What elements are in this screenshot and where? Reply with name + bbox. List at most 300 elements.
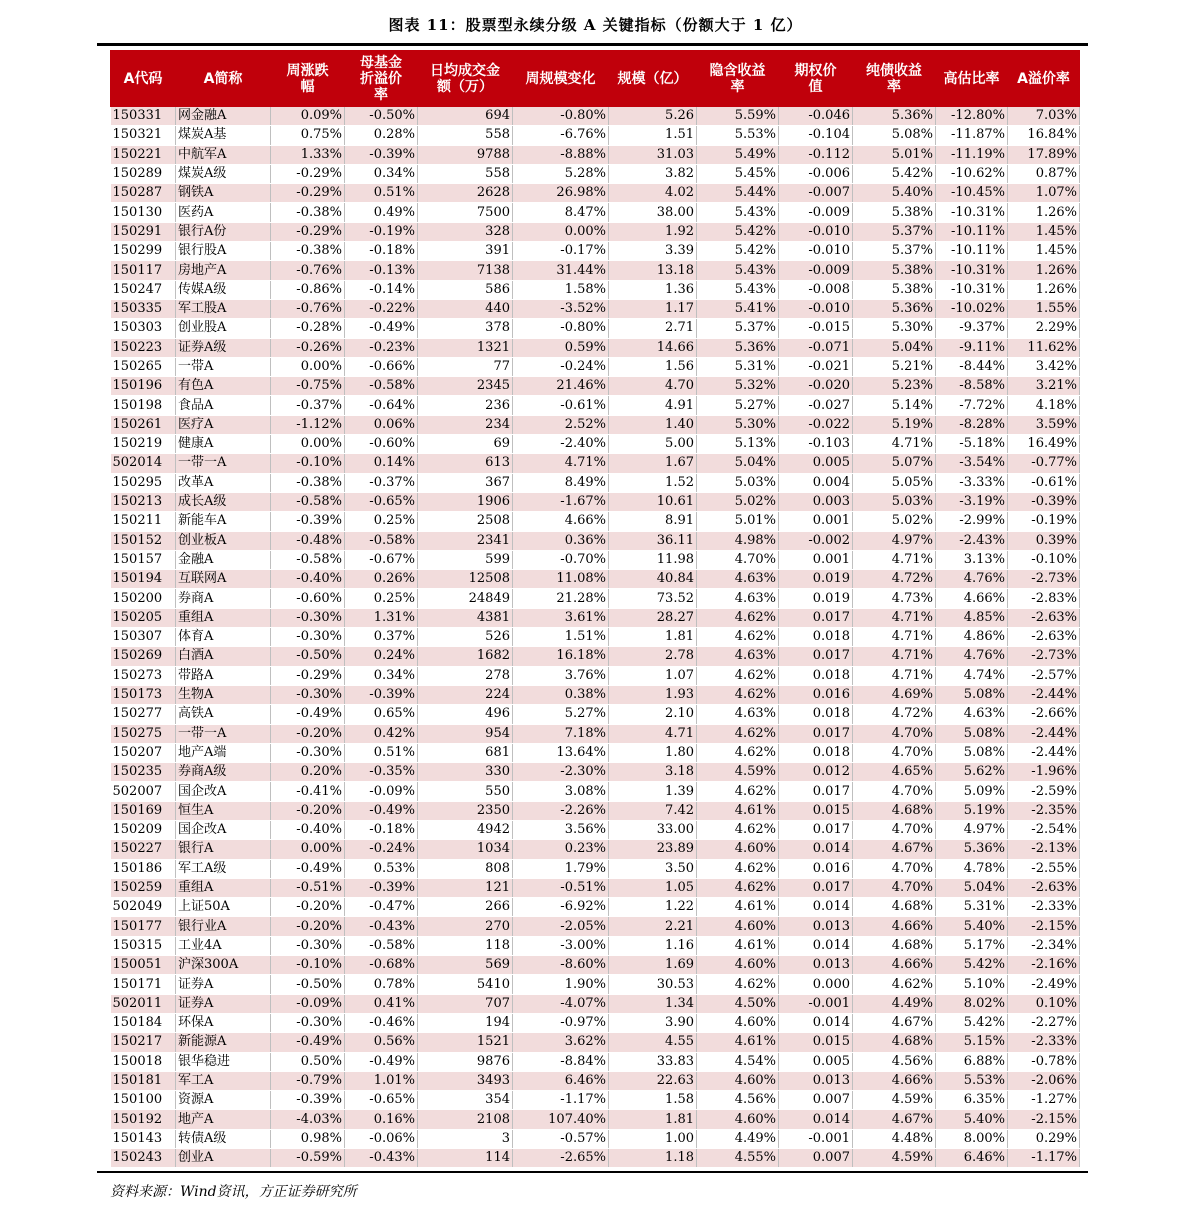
table-cell: 1.34 bbox=[609, 994, 697, 1013]
table-row bbox=[111, 878, 1080, 897]
table-cell: 煤炭A基 bbox=[176, 126, 271, 145]
table-cell: 沪深300A bbox=[176, 956, 271, 975]
table-row bbox=[111, 222, 1080, 241]
table-cell: 5.42% bbox=[853, 164, 936, 183]
table-cell: 1.16 bbox=[609, 936, 697, 955]
table-cell: 1.92 bbox=[609, 222, 697, 241]
table-cell: 5.36% bbox=[697, 338, 779, 357]
table-cell: -4.03% bbox=[271, 1110, 345, 1129]
table-cell: 医疗A bbox=[176, 415, 271, 434]
table-cell: 4381 bbox=[418, 608, 513, 627]
table-cell: 150321 bbox=[111, 126, 176, 145]
table-cell: 4.70% bbox=[853, 878, 936, 897]
table-cell: 4.66% bbox=[853, 1071, 936, 1090]
table-cell: -0.49% bbox=[345, 1052, 418, 1071]
table-cell: 高铁A bbox=[176, 705, 271, 724]
table-cell: -0.67% bbox=[345, 550, 418, 569]
table-cell: 11.08% bbox=[513, 570, 609, 589]
table-cell: 1.00 bbox=[609, 1129, 697, 1148]
table-cell: 391 bbox=[418, 242, 513, 261]
table-cell: 创业股A bbox=[176, 319, 271, 338]
table-cell: -2.27% bbox=[1008, 1013, 1080, 1032]
table-cell: -10.31% bbox=[936, 261, 1008, 280]
table-cell: 21.28% bbox=[513, 589, 609, 608]
table-cell: 150235 bbox=[111, 763, 176, 782]
table-cell: -0.29% bbox=[271, 666, 345, 685]
table-cell: -12.80% bbox=[936, 107, 1008, 126]
table-cell: 5.04% bbox=[936, 878, 1008, 897]
table-cell: 150100 bbox=[111, 1091, 176, 1110]
table-cell: -6.92% bbox=[513, 898, 609, 917]
table-cell: -0.071 bbox=[779, 338, 853, 357]
table-cell: 0.51% bbox=[345, 743, 418, 762]
table-cell: -10.31% bbox=[936, 203, 1008, 222]
table-cell: 5.08% bbox=[936, 724, 1008, 743]
table-cell: 586 bbox=[418, 280, 513, 299]
column-header: 母基金 折溢价 率 bbox=[345, 51, 418, 107]
table-cell: -2.34% bbox=[1008, 936, 1080, 955]
table-cell: -0.17% bbox=[513, 242, 609, 261]
table-cell: 0.59% bbox=[513, 338, 609, 357]
table-cell: 0.98% bbox=[271, 1129, 345, 1148]
table-cell: 4.86% bbox=[936, 628, 1008, 647]
table-cell: 0.65% bbox=[345, 705, 418, 724]
table-row bbox=[111, 763, 1080, 782]
table-cell: 12508 bbox=[418, 570, 513, 589]
table-cell: 3.90 bbox=[609, 1013, 697, 1032]
table-cell: 4.62% bbox=[697, 859, 779, 878]
table-cell: 150186 bbox=[111, 859, 176, 878]
table-cell: 2.78 bbox=[609, 647, 697, 666]
table-cell: -10.11% bbox=[936, 242, 1008, 261]
table-cell: 4.60% bbox=[697, 1110, 779, 1129]
table-cell: 0.00% bbox=[271, 840, 345, 859]
table-cell: 0.005 bbox=[779, 1052, 853, 1071]
table-cell: 4.97% bbox=[936, 820, 1008, 839]
table-cell: 224 bbox=[418, 685, 513, 704]
table-row bbox=[111, 126, 1080, 145]
table-cell: 7138 bbox=[418, 261, 513, 280]
table-cell: -0.30% bbox=[271, 685, 345, 704]
table-cell: 食品A bbox=[176, 396, 271, 415]
table-container bbox=[110, 50, 1075, 1168]
table-cell: 150217 bbox=[111, 1033, 176, 1052]
table-cell: 0.013 bbox=[779, 1071, 853, 1090]
table-cell: 4.59% bbox=[697, 763, 779, 782]
table-cell: 健康A bbox=[176, 435, 271, 454]
table-cell: 4.62% bbox=[697, 608, 779, 627]
table-cell: 150331 bbox=[111, 107, 176, 126]
table-cell: 16.49% bbox=[1008, 435, 1080, 454]
table-cell: 上证50A bbox=[176, 898, 271, 917]
table-cell: 5.43% bbox=[697, 203, 779, 222]
table-cell: 36.11 bbox=[609, 531, 697, 550]
table-cell: 5.03% bbox=[853, 492, 936, 511]
table-cell: 4.55 bbox=[609, 1033, 697, 1052]
table-cell: 150223 bbox=[111, 338, 176, 357]
table-cell: 270 bbox=[418, 917, 513, 936]
table-row bbox=[111, 1071, 1080, 1090]
table-cell: 创业A bbox=[176, 1149, 271, 1168]
table-cell: 0.019 bbox=[779, 570, 853, 589]
table-cell: 1.40 bbox=[609, 415, 697, 434]
table-cell: 4.62% bbox=[697, 878, 779, 897]
table-cell: 5.15% bbox=[936, 1033, 1008, 1052]
table-cell: 0.78% bbox=[345, 975, 418, 994]
table-cell: 4.76% bbox=[936, 647, 1008, 666]
table-cell: 0.36% bbox=[513, 531, 609, 550]
table-cell: 4.18% bbox=[1008, 396, 1080, 415]
table-cell: -0.51% bbox=[513, 878, 609, 897]
table-cell: 16.84% bbox=[1008, 126, 1080, 145]
table-cell: -2.44% bbox=[1008, 724, 1080, 743]
table-cell: 1321 bbox=[418, 338, 513, 357]
table-cell: -2.63% bbox=[1008, 878, 1080, 897]
table-cell: 0.001 bbox=[779, 512, 853, 531]
table-cell: 266 bbox=[418, 898, 513, 917]
table-row bbox=[111, 936, 1080, 955]
table-cell: 558 bbox=[418, 164, 513, 183]
table-cell: -0.48% bbox=[271, 531, 345, 550]
table-cell: 4.54% bbox=[697, 1052, 779, 1071]
table-cell: 工业4A bbox=[176, 936, 271, 955]
table-cell: 改革A bbox=[176, 473, 271, 492]
table-cell: 1.26% bbox=[1008, 280, 1080, 299]
table-cell: 3.18 bbox=[609, 763, 697, 782]
table-cell: 502007 bbox=[111, 782, 176, 801]
table-cell: 0.39% bbox=[1008, 531, 1080, 550]
table-row bbox=[111, 743, 1080, 762]
table-cell: 4.71 bbox=[609, 724, 697, 743]
table-row bbox=[111, 589, 1080, 608]
table-cell: 0.16% bbox=[345, 1110, 418, 1129]
table-cell: 150205 bbox=[111, 608, 176, 627]
table-cell: 4.63% bbox=[697, 705, 779, 724]
table-cell: 0.014 bbox=[779, 898, 853, 917]
table-cell: 军工A bbox=[176, 1071, 271, 1090]
table-cell: 150181 bbox=[111, 1071, 176, 1090]
table-cell: -0.28% bbox=[271, 319, 345, 338]
table-cell: 4.62% bbox=[697, 820, 779, 839]
table-cell: 4.02 bbox=[609, 184, 697, 203]
table-cell: -10.45% bbox=[936, 184, 1008, 203]
table-cell: 4.61% bbox=[697, 1033, 779, 1052]
table-cell: 4.69% bbox=[853, 685, 936, 704]
table-cell: 2.10 bbox=[609, 705, 697, 724]
table-cell: -0.60% bbox=[271, 589, 345, 608]
table-row bbox=[111, 319, 1080, 338]
table-cell: 121 bbox=[418, 878, 513, 897]
table-cell: 1.81 bbox=[609, 1110, 697, 1129]
table-cell: 证券A bbox=[176, 994, 271, 1013]
table-cell: 4.76% bbox=[936, 570, 1008, 589]
table-cell: 0.38% bbox=[513, 685, 609, 704]
table-cell: 150291 bbox=[111, 222, 176, 241]
table-row bbox=[111, 994, 1080, 1013]
table-cell: 30.53 bbox=[609, 975, 697, 994]
table-row bbox=[111, 512, 1080, 531]
table-cell: 0.00% bbox=[513, 222, 609, 241]
table-cell: 1.33% bbox=[271, 145, 345, 164]
table-cell: 118 bbox=[418, 936, 513, 955]
table-cell: -0.112 bbox=[779, 145, 853, 164]
table-row bbox=[111, 685, 1080, 704]
table-cell: -0.30% bbox=[271, 1013, 345, 1032]
table-cell: -0.39% bbox=[345, 145, 418, 164]
table-cell: -0.14% bbox=[345, 280, 418, 299]
table-cell: 22.63 bbox=[609, 1071, 697, 1090]
table-cell: -0.86% bbox=[271, 280, 345, 299]
table-cell: 转债A级 bbox=[176, 1129, 271, 1148]
table-cell: 4.70% bbox=[853, 782, 936, 801]
table-cell: 5.40% bbox=[853, 184, 936, 203]
table-cell: 150171 bbox=[111, 975, 176, 994]
table-cell: 6.88% bbox=[936, 1052, 1008, 1071]
table-cell: -0.40% bbox=[271, 570, 345, 589]
table-cell: 0.34% bbox=[345, 666, 418, 685]
table-cell: -0.60% bbox=[345, 435, 418, 454]
table-cell: 4.62% bbox=[697, 724, 779, 743]
table-cell: -2.30% bbox=[513, 763, 609, 782]
table-cell: -0.13% bbox=[345, 261, 418, 280]
table-cell: 4.49% bbox=[853, 994, 936, 1013]
table-cell: -0.65% bbox=[345, 492, 418, 511]
table-cell: -2.65% bbox=[513, 1149, 609, 1168]
table-cell: 150051 bbox=[111, 956, 176, 975]
table-row bbox=[111, 859, 1080, 878]
table-cell: 354 bbox=[418, 1091, 513, 1110]
table-cell: 150173 bbox=[111, 685, 176, 704]
table-row bbox=[111, 1013, 1080, 1032]
table-cell: -0.10% bbox=[271, 956, 345, 975]
table-cell: 4.60% bbox=[697, 956, 779, 975]
table-cell: 0.29% bbox=[1008, 1129, 1080, 1148]
table-cell: 3.62% bbox=[513, 1033, 609, 1052]
table-cell: 150130 bbox=[111, 203, 176, 222]
table-cell: 4.74% bbox=[936, 666, 1008, 685]
table-cell: 73.52 bbox=[609, 589, 697, 608]
table-row bbox=[111, 782, 1080, 801]
table-cell: 13.64% bbox=[513, 743, 609, 762]
table-cell: 1.17 bbox=[609, 299, 697, 318]
table-cell: 煤炭A级 bbox=[176, 164, 271, 183]
table-cell: -0.20% bbox=[271, 724, 345, 743]
table-cell: -0.38% bbox=[271, 203, 345, 222]
table-cell: 证券A bbox=[176, 975, 271, 994]
table-cell: 4.71% bbox=[853, 628, 936, 647]
table-cell: 0.003 bbox=[779, 492, 853, 511]
table-cell: 24849 bbox=[418, 589, 513, 608]
table-row bbox=[111, 801, 1080, 820]
table-cell: 0.001 bbox=[779, 550, 853, 569]
table-cell: 1.56 bbox=[609, 357, 697, 376]
table-cell: 5.27% bbox=[513, 705, 609, 724]
table-cell: 150247 bbox=[111, 280, 176, 299]
table-cell: -0.76% bbox=[271, 261, 345, 280]
table-cell: 1.36 bbox=[609, 280, 697, 299]
table-cell: 3.13% bbox=[936, 550, 1008, 569]
table-cell: 8.02% bbox=[936, 994, 1008, 1013]
table-cell: 150221 bbox=[111, 145, 176, 164]
table-cell: 8.49% bbox=[513, 473, 609, 492]
table-cell: -0.50% bbox=[345, 107, 418, 126]
table-cell: 4.62% bbox=[697, 975, 779, 994]
table-cell: -0.19% bbox=[345, 222, 418, 241]
table-cell: 3.76% bbox=[513, 666, 609, 685]
table-cell: 150295 bbox=[111, 473, 176, 492]
table-cell: 150196 bbox=[111, 377, 176, 396]
table-cell: -2.66% bbox=[1008, 705, 1080, 724]
table-cell: 0.015 bbox=[779, 801, 853, 820]
table-cell: 中航军A bbox=[176, 145, 271, 164]
table-cell: 3 bbox=[418, 1129, 513, 1148]
table-cell: -0.39% bbox=[1008, 492, 1080, 511]
table-cell: 5.42% bbox=[936, 1013, 1008, 1032]
table-cell: -0.009 bbox=[779, 261, 853, 280]
table-cell: 4.62% bbox=[853, 975, 936, 994]
table-cell: -0.75% bbox=[271, 377, 345, 396]
table-cell: 1034 bbox=[418, 840, 513, 859]
table-cell: -0.23% bbox=[345, 338, 418, 357]
table-cell: 5.45% bbox=[697, 164, 779, 183]
table-cell: 3.42% bbox=[1008, 357, 1080, 376]
table-cell: 1.18 bbox=[609, 1149, 697, 1168]
table-cell: 1.45% bbox=[1008, 242, 1080, 261]
table-cell: 4.68% bbox=[853, 898, 936, 917]
table-cell: 5.01% bbox=[697, 512, 779, 531]
table-cell: -3.19% bbox=[936, 492, 1008, 511]
bottom-rule bbox=[97, 1171, 1088, 1173]
table-cell: 0.019 bbox=[779, 589, 853, 608]
table-cell: 环保A bbox=[176, 1013, 271, 1032]
table-cell: 4.60% bbox=[697, 917, 779, 936]
table-cell: 0.28% bbox=[345, 126, 418, 145]
table-cell: 33.00 bbox=[609, 820, 697, 839]
table-cell: 0.015 bbox=[779, 1033, 853, 1052]
table-cell: 5.43% bbox=[697, 261, 779, 280]
table-cell: 4.71% bbox=[853, 550, 936, 569]
table-cell: 150259 bbox=[111, 878, 176, 897]
table-row bbox=[111, 1052, 1080, 1071]
table-cell: 5.05% bbox=[853, 473, 936, 492]
table-cell: -8.58% bbox=[936, 377, 1008, 396]
table-cell: -0.66% bbox=[345, 357, 418, 376]
table-cell: 地产A端 bbox=[176, 743, 271, 762]
table-cell: -0.20% bbox=[271, 917, 345, 936]
table-cell: 8.47% bbox=[513, 203, 609, 222]
table-cell: -0.18% bbox=[345, 820, 418, 839]
table-cell: 7.42 bbox=[609, 801, 697, 820]
table-cell: 4.66% bbox=[936, 589, 1008, 608]
table-cell: 5.03% bbox=[697, 473, 779, 492]
table-cell: -0.40% bbox=[271, 820, 345, 839]
table-cell: 5.19% bbox=[853, 415, 936, 434]
table-cell: 5.36% bbox=[853, 107, 936, 126]
table-row bbox=[111, 396, 1080, 415]
table-cell: 4.78% bbox=[936, 859, 1008, 878]
table-cell: 10.61 bbox=[609, 492, 697, 511]
table-cell: 0.013 bbox=[779, 956, 853, 975]
table-cell: 150275 bbox=[111, 724, 176, 743]
table-cell: 4.70% bbox=[853, 724, 936, 743]
table-cell: -9.11% bbox=[936, 338, 1008, 357]
table-cell: 114 bbox=[418, 1149, 513, 1168]
table-cell: 107.40% bbox=[513, 1110, 609, 1129]
table-cell: -3.52% bbox=[513, 299, 609, 318]
table-cell: -0.010 bbox=[779, 299, 853, 318]
table-cell: -5.18% bbox=[936, 435, 1008, 454]
table-cell: 0.018 bbox=[779, 666, 853, 685]
table-row bbox=[111, 705, 1080, 724]
table-cell: -0.027 bbox=[779, 396, 853, 415]
table-cell: 5.08% bbox=[853, 126, 936, 145]
table-cell: -0.24% bbox=[513, 357, 609, 376]
table-row bbox=[111, 608, 1080, 627]
table-cell: 房地产A bbox=[176, 261, 271, 280]
table-cell: -1.17% bbox=[1008, 1149, 1080, 1168]
table-cell: -0.046 bbox=[779, 107, 853, 126]
table-cell: -10.62% bbox=[936, 164, 1008, 183]
table-cell: 21.46% bbox=[513, 377, 609, 396]
table-cell: 8.00% bbox=[936, 1129, 1008, 1148]
table-cell: 502049 bbox=[111, 898, 176, 917]
table-cell: 5.02% bbox=[697, 492, 779, 511]
table-cell: 资源A bbox=[176, 1091, 271, 1110]
table-cell: -0.68% bbox=[345, 956, 418, 975]
table-cell: -0.06% bbox=[345, 1129, 418, 1148]
table-cell: 6.46% bbox=[513, 1071, 609, 1090]
table-cell: 328 bbox=[418, 222, 513, 241]
table-cell: 150211 bbox=[111, 512, 176, 531]
table-cell: 5.13% bbox=[697, 435, 779, 454]
table-cell: 创业板A bbox=[176, 531, 271, 550]
table-cell: 7.03% bbox=[1008, 107, 1080, 126]
table-cell: 150303 bbox=[111, 319, 176, 338]
table-cell: 互联网A bbox=[176, 570, 271, 589]
table-cell: 150243 bbox=[111, 1149, 176, 1168]
table-cell: 新能车A bbox=[176, 512, 271, 531]
table-cell: -1.96% bbox=[1008, 763, 1080, 782]
table-cell: 5.36% bbox=[853, 299, 936, 318]
table-cell: 4.70% bbox=[853, 820, 936, 839]
table-cell: -0.39% bbox=[345, 878, 418, 897]
table-cell: 5.04% bbox=[697, 454, 779, 473]
table-cell: 0.014 bbox=[779, 840, 853, 859]
table-cell: 0.013 bbox=[779, 917, 853, 936]
table-cell: 5.44% bbox=[697, 184, 779, 203]
table-cell: 2.21 bbox=[609, 917, 697, 936]
table-cell: 金融A bbox=[176, 550, 271, 569]
table-cell: 1.26% bbox=[1008, 261, 1080, 280]
table-cell: 5.27% bbox=[697, 396, 779, 415]
table-cell: 502014 bbox=[111, 454, 176, 473]
table-cell: 150207 bbox=[111, 743, 176, 762]
table-cell: 4.61% bbox=[697, 801, 779, 820]
table-row bbox=[111, 1149, 1080, 1168]
table-cell: 5.21% bbox=[853, 357, 936, 376]
table-cell: -0.39% bbox=[271, 1091, 345, 1110]
table-cell: -8.28% bbox=[936, 415, 1008, 434]
table-cell: 1.51 bbox=[609, 126, 697, 145]
table-cell: 569 bbox=[418, 956, 513, 975]
table-cell: 5.30% bbox=[697, 415, 779, 434]
table-cell: 681 bbox=[418, 743, 513, 762]
table-cell: 150307 bbox=[111, 628, 176, 647]
table-cell: 0.34% bbox=[345, 164, 418, 183]
table-cell: 0.016 bbox=[779, 685, 853, 704]
table-cell: -0.104 bbox=[779, 126, 853, 145]
table-cell: -1.12% bbox=[271, 415, 345, 434]
